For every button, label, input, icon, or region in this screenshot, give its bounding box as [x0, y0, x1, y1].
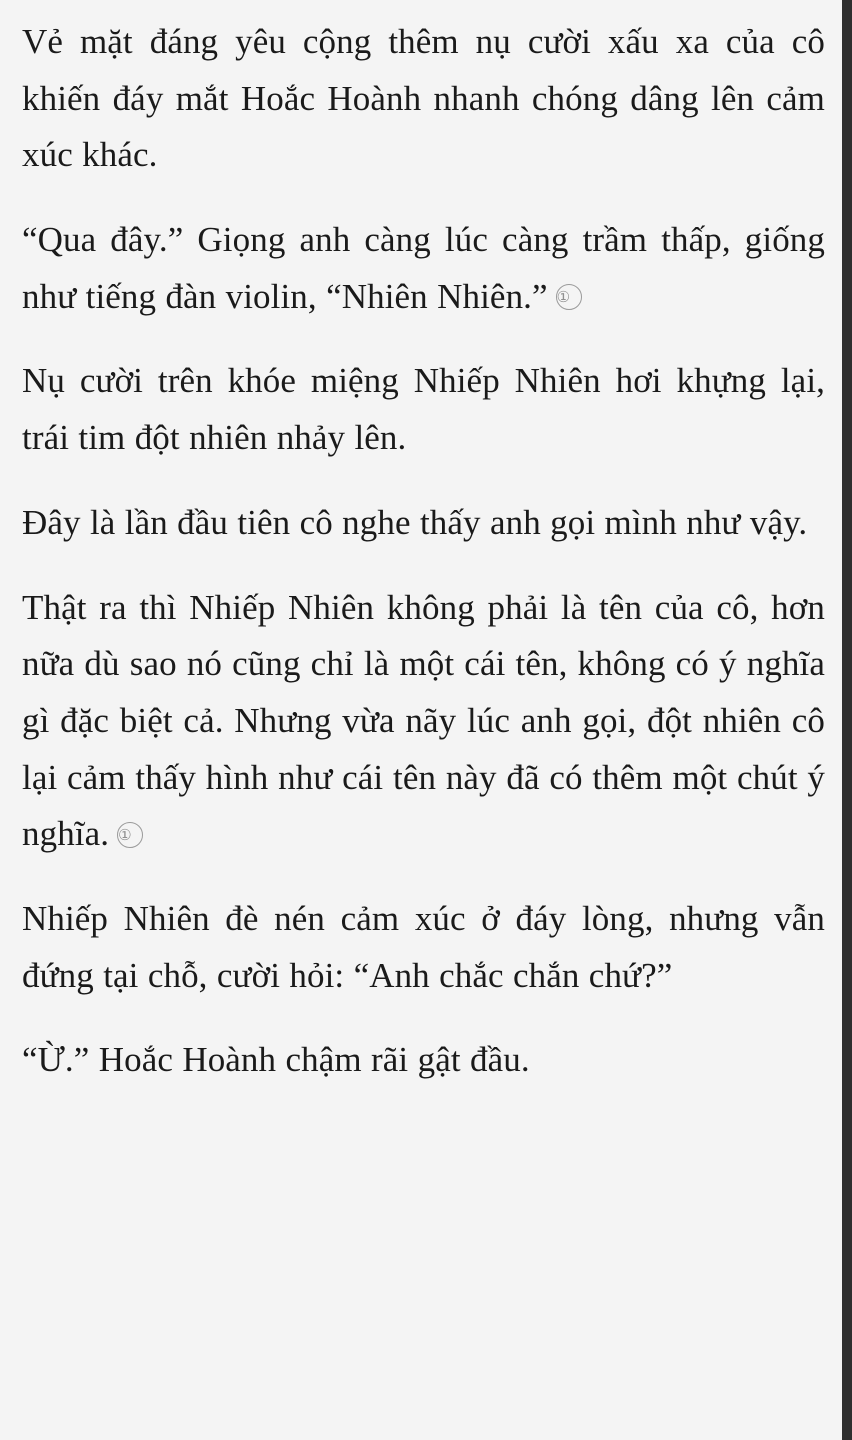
paragraph: [22, 14, 825, 184]
paragraph-text: Nụ cười trên khóe miệng Nhiếp Nhiên hơi khựng lại, trái tim đột nhiên nhảy lên.: [22, 361, 825, 458]
footnote-marker-icon[interactable]: ①: [556, 284, 582, 310]
page-edge-divider: [842, 0, 847, 1440]
paragraph: [22, 353, 825, 466]
paragraph: [22, 891, 825, 1004]
paragraph: [22, 212, 825, 325]
paragraph-text: Thật ra thì Nhiếp Nhiên không phải là tên của cô, hơn nữa dù sao nó cũng chỉ là một cái tên, không có ý nghĩa gì đặc biệt cả. Nhưng vừa nãy lúc anh gọi, đột nhiên cô lại cảm thấy hình như cái tên này đã có thêm một chút ý nghĩa.: [22, 587, 825, 854]
footnote-marker-icon[interactable]: ①: [117, 822, 143, 848]
paragraph-text: “Ừ.” Hoắc Hoành chậm rãi gật đầu.: [22, 1040, 530, 1080]
paragraph-text: Nhiếp Nhiên đè nén cảm xúc ở đáy lòng, nhưng vẫn đứng tại chỗ, cười hỏi: “Anh chắc chắn chứ?”: [22, 898, 825, 995]
paragraph-text: Đây là lần đầu tiên cô nghe thấy anh gọi mình như vậy.: [22, 502, 808, 542]
paragraph-text: Vẻ mặt đáng yêu cộng thêm nụ cười xấu xa của cô khiến đáy mắt Hoắc Hoành nhanh chóng dâng lên cảm xúc khác.: [22, 22, 825, 175]
paragraph: [22, 1032, 825, 1089]
paragraph: [22, 580, 825, 863]
paragraph-text: “Qua đây.” Giọng anh càng lúc càng trầm thấp, giống như tiếng đàn violin, “Nhiên Nhiên.”: [22, 220, 825, 316]
paragraph: [22, 495, 825, 552]
